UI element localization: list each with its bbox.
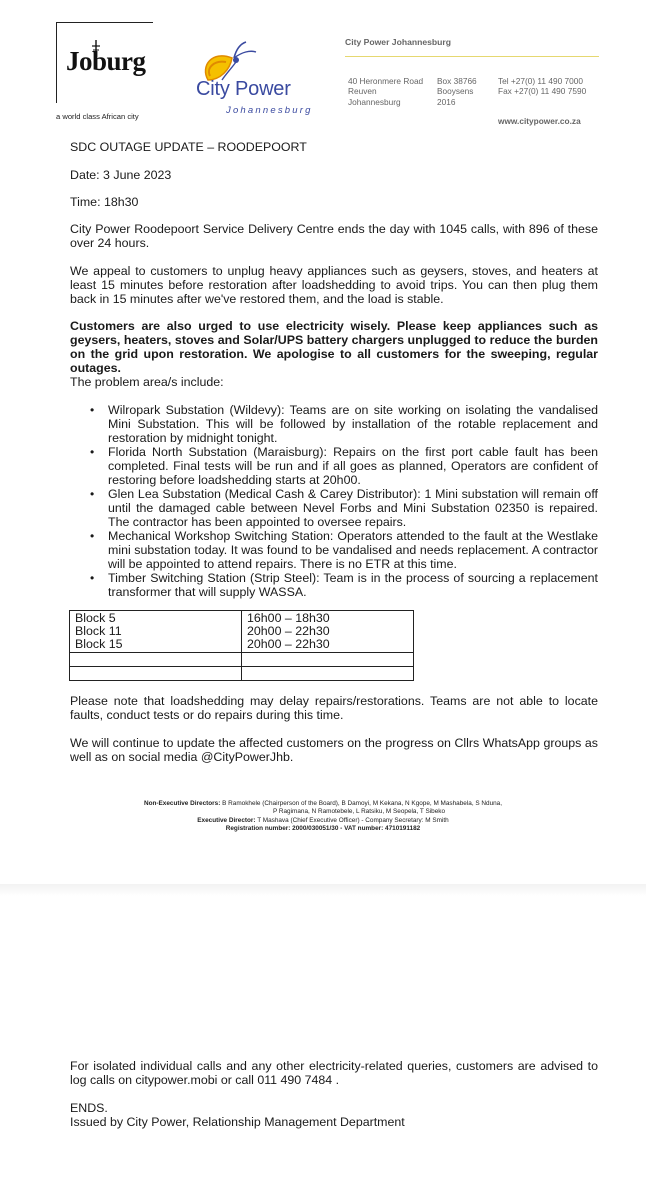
reg-label: Registration number:	[225, 825, 291, 833]
address-line: 2016	[437, 96, 456, 107]
ends-marker: ENDS.	[70, 1101, 108, 1115]
block-name: Block 15	[75, 637, 123, 651]
bullet-icon: •	[90, 445, 95, 459]
block-time: 20h00 – 22h30	[247, 637, 330, 651]
reg-value: 2000/030051/30	[292, 825, 339, 833]
bullet-icon: •	[90, 487, 95, 501]
document-title: SDC OUTAGE UPDATE – ROODEPOORT	[70, 140, 307, 154]
loadshedding-blocks-table	[69, 610, 414, 681]
bullet-icon: •	[90, 571, 95, 585]
city-power-logo-name: City Power	[196, 78, 291, 100]
loadshedding-note: Please note that loadshedding may delay repairs/restorations. Teams are not able to locate faults, conduct tests or do repairs during this time.	[70, 694, 598, 722]
non-exec-names: B Ramokhele (Chairperson of the Board), B Damoyi, M Kekana, N Kgope, M Mashabela, S Nduna,	[222, 800, 503, 807]
block-name: Block 5	[75, 611, 116, 625]
address-line: Reuven	[348, 86, 377, 97]
vat-label: VAT number:	[344, 825, 384, 833]
list-item	[70, 487, 598, 529]
bullet-icon: •	[90, 529, 95, 543]
issue-text: Timber Switching Station (Strip Steel): Team is in the process of sourcing a replacement transformer that will supply WASSA.	[108, 571, 598, 599]
issued-by: Issued by City Power, Relationship Management Department	[70, 1115, 405, 1129]
address-line: 40 Heronmere Road	[348, 76, 424, 86]
list-item	[70, 529, 598, 571]
city-power-logo-sub: Johannesburg	[226, 105, 313, 116]
exec-director-line	[0, 817, 646, 825]
block-name: Block 11	[75, 624, 122, 638]
issue-text: Glen Lea Substation (Medical Cash & Carey Distributor): 1 Mini substation will remain off until the damaged cable between Nevel Forbs and Mini Substation 02350 is repaired. The contractor has been appointed to oversee repairs.	[108, 487, 598, 529]
exec-text: T Mashava (Chief Executive Officer) - Company Secretary: M Smith	[257, 816, 449, 824]
address-column-box	[437, 76, 477, 107]
address-column-street	[348, 76, 423, 107]
table-row	[70, 653, 414, 667]
empty-cell	[242, 667, 414, 681]
issue-text: Mechanical Workshop Switching Station: Operators attended to the fault at the Westlake mini substation today. It was found to be vandalised and needs replacement. A contractor will be appointed to attend repairs. There is no ETR at this time.	[108, 529, 598, 571]
joburg-logo-text: Joburg	[66, 46, 146, 76]
address-line: Box 38766	[437, 76, 477, 86]
non-exec-names-continued: P Ragimana, N Ramotebele, L Ratsiku, M Seopela, T Sibeko	[272, 808, 446, 816]
update-paragraph: We will continue to update the affected customers on the progress on Cllrs WhatsApp groups as well as on social media @CityPowerJhb.	[70, 736, 598, 764]
block-time: 16h00 – 18h30	[247, 611, 330, 625]
problem-heading: The problem area/s include:	[70, 375, 224, 389]
table-row	[70, 667, 414, 681]
issue-list	[70, 403, 598, 599]
vat-value: 4710191182	[385, 825, 421, 833]
contact-column	[498, 76, 586, 97]
empty-cell	[70, 653, 242, 667]
non-exec-directors-line	[0, 800, 646, 808]
non-exec-label: Non-Executive Directors:	[143, 800, 221, 807]
queries-paragraph: For isolated individual calls and any other electricity-related queries, customers are advised to log calls on citypower.mobi or call 011 490 7484 .	[70, 1059, 598, 1087]
address-line: Johannesburg	[348, 96, 401, 107]
issue-text: Florida North Substation (Maraisburg): Repairs on the first port cable fault has been completed. Final tests will be run and if all goes as planned, Operators are confident of restoring before loadshedding starts at 20h00.	[108, 445, 598, 487]
website-link[interactable]: www.citypower.co.za	[498, 116, 581, 126]
issue-text: Wilropark Substation (Wildevy): Teams are on site working on isolating the vandalised Mini Substation. This will be followed by installation of the rotable replacement and restoration by midnight tonight.	[108, 403, 598, 445]
urge-paragraph: Customers are also urged to use electricity wisely. Please keep appliances such as geysers, heaters, stoves and Solar/UPS battery chargers unplugged to reduce the burden on the grid upon restoration. We apologise to all customers for the sweeping, regular outages.	[70, 319, 598, 375]
block-names-cell	[70, 611, 242, 653]
list-item	[70, 403, 598, 445]
appeal-paragraph: We appeal to customers to unplug heavy appliances such as geysers, stoves, and heaters at least 15 minutes before restoration after loadshedding to avoid trips. You can then plug them back in 15 minutes after we've restored them, and the load is stable.	[70, 264, 598, 306]
footer-separator: -	[340, 825, 343, 833]
block-times-cell	[242, 611, 414, 653]
phone-line: Tel +27(0) 11 490 7000	[498, 76, 583, 86]
exec-label: Executive Director:	[197, 816, 256, 824]
list-item	[70, 571, 598, 599]
intro-paragraph: City Power Roodepoort Service Delivery Centre ends the day with 1045 calls, with 896 of these over 24 hours.	[70, 222, 598, 250]
fax-line: Fax +27(0) 11 490 7590	[498, 86, 587, 97]
header-rule	[345, 56, 599, 57]
empty-cell	[70, 667, 242, 681]
document-date: Date: 3 June 2023	[70, 168, 172, 182]
block-time: 20h00 – 22h30	[247, 624, 330, 638]
document-time: Time: 18h30	[70, 195, 139, 209]
table-row	[70, 611, 414, 653]
header-company-title: City Power Johannesburg	[345, 37, 452, 47]
joburg-tagline: a world class African city	[56, 112, 139, 121]
registration-line	[0, 825, 646, 833]
empty-cell	[242, 653, 414, 667]
list-item	[70, 445, 598, 487]
address-line: Booysens	[437, 86, 474, 97]
directors-footer	[0, 800, 646, 834]
bullet-icon: •	[90, 403, 95, 417]
page-break-band	[0, 884, 646, 896]
